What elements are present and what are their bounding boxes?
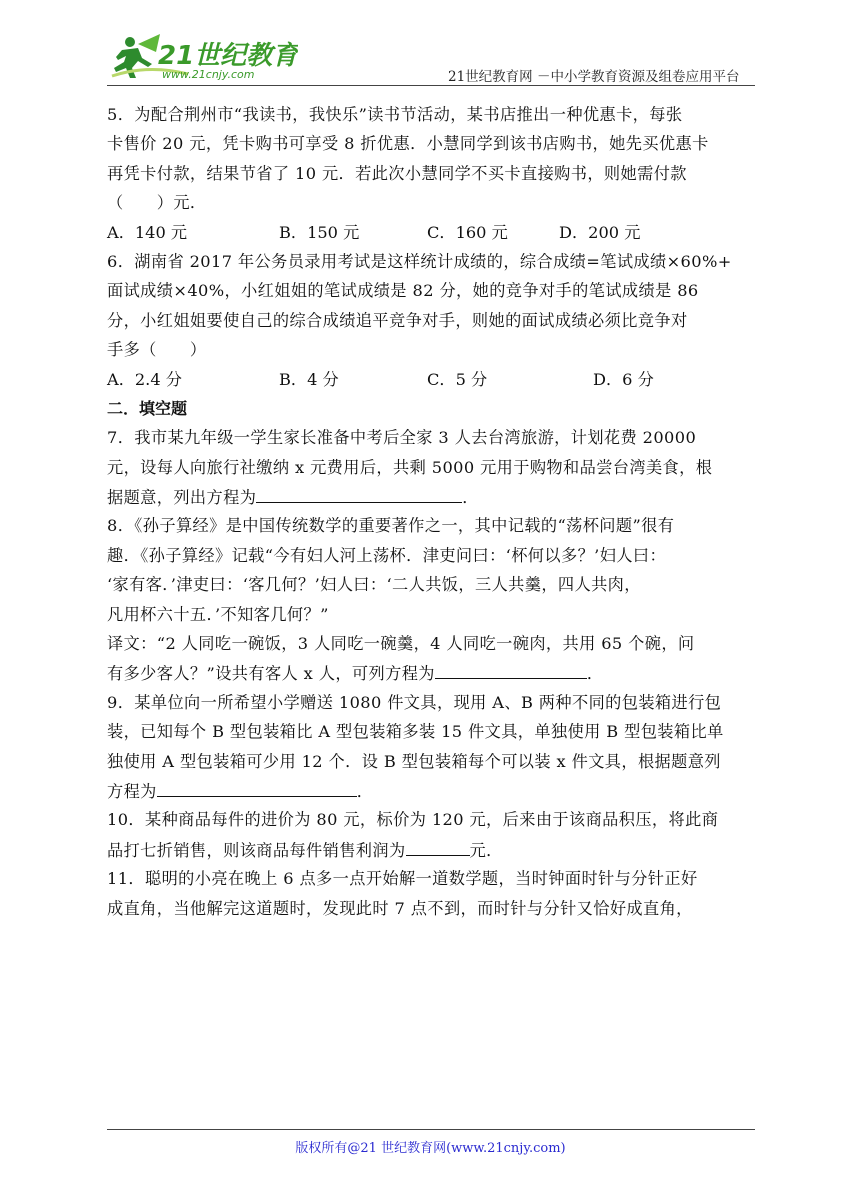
question-10	[107, 805, 755, 864]
question-line: 手多（ ）	[107, 340, 207, 360]
question-line: 元，设每人向旅行社缴纳 x 元费用后，共剩 5000 元用于购物和品尝台湾美食，根	[107, 457, 713, 477]
header-divider	[107, 85, 755, 86]
option-b: B．4 分	[279, 369, 339, 389]
question-line: 再凭卡付款，结果节省了 10 元．若此次小慧同学不买卡直接购书，则她需付款	[107, 163, 687, 183]
question-text: ．	[356, 781, 374, 801]
question-9	[107, 688, 755, 806]
answer-options	[107, 365, 755, 394]
footer-copyright-link[interactable]: 版权所有@21 世纪教育网(www.21cnjy.com)	[295, 1141, 566, 1156]
question-text: ．	[462, 488, 479, 508]
option-a: A．2.4 分	[107, 369, 182, 389]
question-11	[107, 864, 755, 923]
question-line: 7．我市某九年级一学生家长准备中考后全家 3 人去台湾旅游，计划花费 20000	[107, 428, 697, 448]
logo-wordmark: 21世纪教育	[158, 41, 298, 71]
question-line: 面试成绩×40%，小红姐姐的笔试成绩是 82 分，她的竞争对手的笔试成绩是 86	[107, 281, 699, 301]
option-c: C．5 分	[427, 369, 488, 389]
option-d: D．200 元	[559, 222, 641, 242]
question-line: 趣．《孙子算经》记载“今有妇人河上荡杯．津吏问曰：‘杯何以多？’妇人曰：	[107, 545, 667, 565]
logo-url: www.21cnjy.com	[162, 68, 255, 81]
answer-blank[interactable]	[256, 482, 462, 503]
question-line	[107, 658, 755, 687]
section-heading: 二．填空题	[107, 398, 188, 418]
question-line: 独使用 A 型包装箱可少用 12 个．设 B 型包装箱每个可以装 x 件文具，根据题意列	[107, 751, 721, 771]
site-logo	[108, 30, 298, 82]
question-line: 8．《孙子算经》是中国传统数学的重要著作之一，其中记载的“荡杯问题”很有	[107, 516, 675, 536]
question-line: ‘家有客．’津吏曰：‘客几何？’妇人曰：‘二人共饭，三人共羹，四人共肉，	[107, 575, 641, 595]
question-line: 10．某种商品每件的进价为 80 元，标价为 120 元，后来由于该商品积压，将此商	[107, 810, 719, 830]
question-6	[107, 247, 755, 394]
option-a: A．140 元	[107, 222, 188, 242]
question-line: 卡售价 20 元，凭卡购书可享受 8 折优惠．小慧同学到该书店购书，她先买优惠卡	[107, 134, 709, 154]
answer-blank[interactable]	[157, 776, 357, 797]
question-text: 有多少客人？”设共有客人 x 人，可列方程为	[107, 664, 435, 684]
answer-blank[interactable]	[435, 658, 587, 679]
question-text: 据题意，列出方程为	[107, 488, 257, 508]
answer-options	[107, 218, 755, 247]
option-d: D．6 分	[593, 369, 654, 389]
question-line: 成直角，当他解完这道题时，发现此时 7 点不到，而时针与分针又恰好成直角，	[107, 898, 693, 918]
question-text: 元．	[469, 840, 503, 860]
question-line: 分，小红姐姐要使自己的综合成绩追平竞争对手，则她的面试成绩必须比竞争对	[107, 310, 688, 330]
question-line: 11．聪明的小亮在晚上 6 点多一点开始解一道数学题，当时钟面时针与分针正好	[107, 869, 698, 889]
option-b: B．150 元	[279, 222, 360, 242]
question-line: （ ）元．	[107, 193, 207, 213]
question-line	[107, 835, 755, 864]
question-line: 凡用杯六十五．’不知客几何？”	[107, 604, 329, 624]
question-line	[107, 776, 755, 805]
question-line	[107, 482, 755, 511]
site-header-text: 21世纪教育网 －中小学教育资源及组卷应用平台	[448, 69, 740, 85]
question-text: 方程为	[107, 781, 157, 801]
question-line: 译文：“2 人同吃一碗饭，3 人同吃一碗羹，4 人同吃一碗肉，共用 65 个碗，问	[107, 634, 695, 654]
footer-divider	[107, 1129, 755, 1130]
question-text: ．	[586, 664, 604, 684]
question-line: 9．某单位向一所希望小学赠送 1080 件文具，现用 A、B 两种不同的包装箱进行包	[107, 692, 722, 712]
question-7	[107, 423, 755, 511]
option-c: C．160 元	[427, 222, 508, 242]
question-line: 装，已知每个 B 型包装箱比 A 型包装箱多装 15 件文具，单独使用 B 型包装箱比单	[107, 722, 724, 742]
question-line: 5．为配合荆州市“我读书，我快乐”读书节活动，某书店推出一种优惠卡，每张	[107, 105, 683, 124]
question-5	[107, 100, 755, 247]
exam-content	[107, 100, 755, 923]
runner-logo-icon	[108, 30, 298, 82]
question-text: 品打七折销售，则该商品每件销售利润为	[107, 840, 406, 860]
question-line: 6．湖南省 2017 年公务员录用考试是这样统计成绩的，综合成绩=笔试成绩×60%+	[107, 251, 732, 271]
question-8	[107, 511, 755, 687]
answer-blank[interactable]	[406, 835, 470, 856]
